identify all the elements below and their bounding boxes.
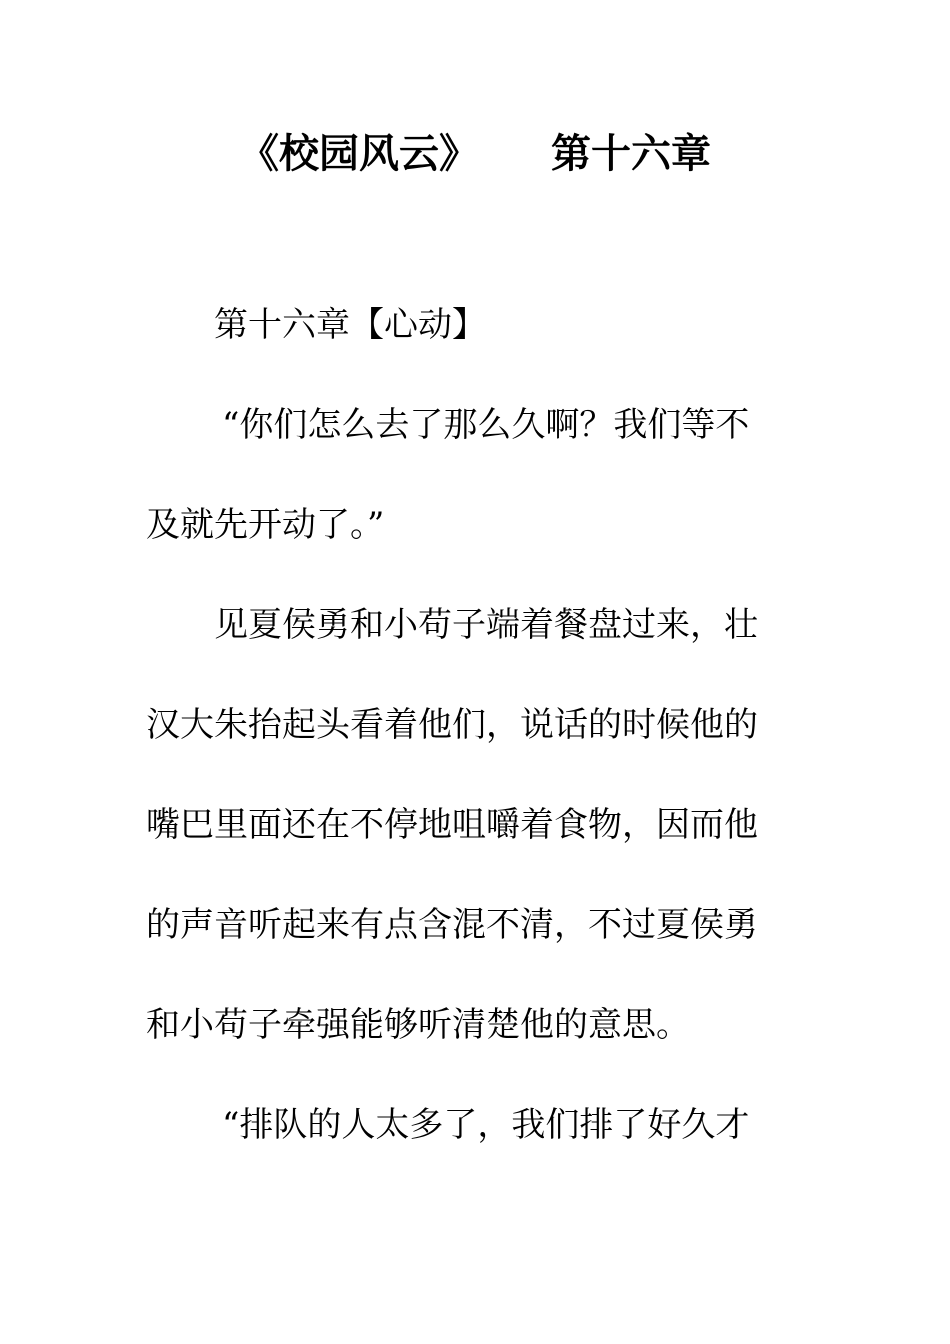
chapter-heading: 第十六章【心动】 [214, 305, 486, 345]
paragraph-line: 汉大朱抬起头看着他们，说话的时候他的 [146, 705, 758, 745]
paragraph-line: “排队的人太多了，我们排了好久才 [222, 1105, 750, 1145]
paragraph-line: 和小苟子牵强能够听清楚他的意思。 [146, 1005, 690, 1045]
paragraph-line: 及就先开动了。” [146, 505, 385, 545]
page-title [0, 124, 950, 184]
paragraph-line: 见夏侯勇和小苟子端着餐盘过来，壮 [214, 605, 758, 645]
paragraph-line: 的声音听起来有点含混不清，不过夏侯勇 [146, 905, 758, 945]
book-title: 《校园风云》 [239, 130, 479, 177]
chapter-title: 第十六章 [551, 130, 711, 177]
paragraph-line: “你们怎么去了那么久啊？我们等不 [222, 405, 750, 445]
paragraph-line: 嘴巴里面还在不停地咀嚼着食物，因而他 [146, 805, 758, 845]
